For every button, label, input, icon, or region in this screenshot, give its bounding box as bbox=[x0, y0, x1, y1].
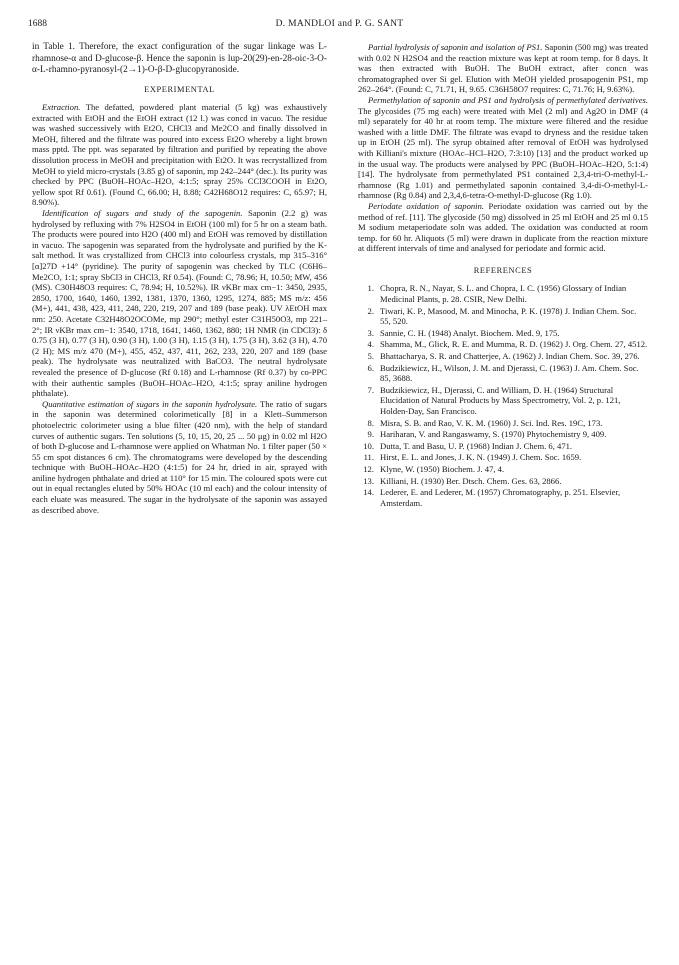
reference-text: Dutta, T. and Basu, U. P. (1968) Indian J. Chem. 6, 471. bbox=[380, 440, 573, 451]
periodate-paragraph bbox=[358, 201, 648, 254]
reference-number: 14. bbox=[363, 487, 374, 498]
reference-number: 9. bbox=[367, 429, 374, 440]
reference-item bbox=[358, 339, 648, 350]
reference-item bbox=[358, 452, 648, 463]
reference-text: Budzikiewicz, H., Djerassi, C. and William, D. H. (1964) Structural Elucidation of Natural Products by Mass Spectrometry, Vol. 2, p. 121, Holden-Day, San Francisco. bbox=[380, 384, 621, 416]
reference-text: Budzikiewicz, H., Wilson, J. M. and Djerassi, C. (1963) J. Am. Chem. Soc. 85, 3688. bbox=[380, 362, 639, 384]
partial-hydrolysis-heading: Partial hydrolysis of saponin and isolation of PS1. bbox=[368, 42, 543, 52]
reference-number: 12. bbox=[363, 463, 374, 474]
reference-text: Tiwari, K. P., Masood, M. and Minocha, P. K. (1978) J. Indian Chem. Soc. 55, 520. bbox=[380, 305, 637, 327]
extraction-heading: Extraction. bbox=[42, 102, 81, 113]
reference-text: Hirst, E. L. and Jones, J. K. N. (1949) J. Chem. Soc. 1659. bbox=[380, 452, 582, 463]
reference-item bbox=[358, 328, 648, 339]
reference-item bbox=[358, 418, 648, 429]
section-heading-experimental: EXPERIMENTAL bbox=[144, 84, 215, 94]
reference-text: Chopra, R. N., Nayar, S. L. and Chopra, I. C. (1956) Glossary of Indian Medicinal Plants, p. 28. CSIR, New Delhi. bbox=[380, 283, 627, 305]
identification-heading: Identification of sugars and study of the sapogenin. bbox=[42, 208, 243, 219]
reference-number: 10. bbox=[363, 440, 374, 451]
reference-text: Misra, S. B. and Rao, V. K. M. (1960) J. Sci. Ind. Res. 19C, 173. bbox=[380, 417, 603, 428]
reference-number: 13. bbox=[363, 475, 374, 486]
permethylation-heading: Permethylation of saponin and PS1 and hydrolysis of permethylated derivatives. bbox=[368, 94, 648, 105]
section-heading-references: REFERENCES bbox=[473, 265, 533, 275]
reference-text: Killiani, H. (1930) Ber. Dtsch. Chem. Ges. 63, 2866. bbox=[380, 475, 562, 486]
partial-hydrolysis-text: Saponin (500 mg) was treated with 0.02 N H2SO4 and the reaction mixture was kept at room temp. for 8 days. It was then extracted with BuOH. The BuOH extract, after concn was chromatographed over Si gel. Elution with MeOH yielded prosapogenin PS1, mp 262–264°. (Found: C, 71.71, H, 9.65. C36H58O7 requires: C, 71.76; H, 9.63%). bbox=[358, 42, 649, 95]
reference-item bbox=[358, 363, 648, 384]
reference-number: 7. bbox=[367, 384, 374, 395]
extraction-paragraph bbox=[32, 102, 327, 208]
quantitative-heading: Quantitative estimation of sugars in the saponin hydrolysate. bbox=[42, 398, 258, 409]
reference-item bbox=[358, 429, 648, 440]
reference-number: 8. bbox=[367, 417, 374, 428]
reference-item bbox=[358, 385, 648, 417]
reference-number: 6. bbox=[367, 362, 374, 373]
left-column bbox=[32, 42, 327, 515]
identification-paragraph bbox=[32, 208, 327, 399]
right-column bbox=[358, 42, 648, 509]
reference-item bbox=[358, 441, 648, 452]
permethylation-paragraph bbox=[358, 95, 648, 201]
reference-text: Shamma, M., Glick, R. E. and Mumma, R. D. (1962) J. Org. Chem. 27, 4512. bbox=[380, 339, 648, 350]
reference-number: 3. bbox=[367, 327, 374, 338]
reference-text: Klyne, W. (1950) Biochem. J. 47, 4. bbox=[380, 463, 505, 474]
reference-text: Hariharan, V. and Rangaswamy, S. (1970) Phytochemistry 9, 409. bbox=[380, 429, 607, 440]
periodate-heading: Periodate oxidation of saponin. bbox=[368, 200, 485, 211]
reference-number: 1. bbox=[367, 283, 374, 294]
periodate-text: Periodate oxidation was carried out by the method of ref. [11]. The glycoside (50 mg) dissolved in 25 ml EtOH and 25 ml 0.15 M sodium metaperiodate soln was added. The oxidation was conducted at room temp. for 60 hr. Aliquots (5 ml) were drawn in duplicate from the reaction mixture at different intervals of time and analysed for periodate and formic acid. bbox=[358, 200, 648, 254]
extraction-text: The defatted, powdered plant material (5 kg) was exhaustively extracted with EtOH and the EtOH extract (12 l.) was concd in vacuo. The residue was washed successively with Et2O, CHCl3 and Me2CO and finally dissolved in MeOH, filtered and the filtrate was poured into excess Et2O whereby a light brown mass pptd. The ppt. was separated by filtration and purified by repeating the above dissolution process in MeOH and precipitation with Et2O. It was recrystallized from MeOH to yield micro-crystals (3.85 g) of saponin, mp 242–244° (dec.). Its purity was checked by PPC (BuOH–HOAc–H2O, 4:1:5; spray 25% CCl3COOH in Et2O, yellow spot Rf 0.61). (Found C, 66.00; H, 8.88; C42H68O12 requires: C, 65.97; H, 8.90%). bbox=[32, 102, 327, 208]
reference-text: Bhattacharya, S. R. and Chatterjee, A. (1962) J. Indian Chem. Soc. 39, 276. bbox=[380, 351, 640, 362]
quantitative-text: The ratio of sugars in the saponin was determined colorimetically [8] in a Klett–Summerson photoelectric colorimeter using a blue filter (420 nm), with the help of standard curves of authentic sugars. Ten solutions (5, 10, 15, 20, 25 ... 50 μg) in 0.02 ml H2O of both D-glucose and L-rhamnose were applied on Whatman No. 1 filter paper (50 × 55 cm spot distances 6 cm). The chromatograms were developed by the descending technique with BuOH–HOAc–H2O (4:1:5) for 24 hr, dried in air, sprayed with aniline hydrogen phthalate and dried at 110° for 15 min. The coloured spots were cut out in equal rectangles eluted by 50% HOAc (10 ml each) and the colour intensity of each eluate was measured. The sugar in the hydrolysate of the saponin was assayed as described above. bbox=[32, 398, 327, 515]
reference-item bbox=[358, 476, 648, 487]
reference-number: 11. bbox=[363, 452, 374, 463]
reference-number: 4. bbox=[367, 339, 374, 350]
identification-text: Saponin (2.2 g) was hydrolysed by refluxing with 7% H2SO4 in EtOH (100 ml) for 5 hr on a steam bath. The products were poured into H2O (400 ml) and EtOH was removed by distillation in vacuo. The sapogenin was separated from the hydrolysate and purified by the K-salt method. It was crystallized from CHCl3 into colourless crystals, mp 315–316° [α]27D +14° (pyridine). The purity of sapogenin was checked by TLC (C6H6–Me2CO, 1:1; spray SbCl3 in CHCl3, Rf 0.54). (Found: C, 78.96; H, 10.50; MW, 456 (MS). C30H48O3 requires: C, 78.94; H, 10.52%). IR νKBr max cm−1: 3450, 2935, 2850, 1700, 1640, 1460, 1392, 1381, 1370, 1360, 1295, 1274, 885; MS m/z: 456 (M+), 441, 438, 423, 411, 248, 220, 219, 207 and 189 (base peak). UV λEtOH max nm: 250. Acetate C32H48O2OCOMe, mp 290°; methyl ester C31H50O3, mp 221–2°; IR νKBr max cm−1: 3540, 1718, 1641, 1460, 1362, 880; 1H NMR (in CDCl3): δ 0.75 (3 H), 0.77 (3 H), 0.90 (3 H), 1.00 (3 H), 1.15 (3 H), 1.75 (3 H), 3.62 (3 H), 4.70 (2 H); MS m/z 470 (M+), 455, 452, 437, 411, 262, 233, 220, 207 and 189 (base peak). The hydrolysate was neutralized with BaCO3. The neutral hydrolysate revealed the presence of D-glucose (Rf 0.18) and L-rhamnose (Rf 0.37) by co-PPC with their authentic samples (BuOH–HOAc–H2O, 4:1:5; spray aniline hydrogen phthalate). bbox=[32, 208, 327, 399]
reference-number: 2. bbox=[367, 305, 374, 316]
intro-paragraph: in Table 1. Therefore, the exact configuration of the sugar linkage was L-rhamnose-α and D-glucose-β. Hence the saponin is lup-20(29)-en-28-oic-3-O-α-L-rhamno-pyranosyl-(2→1)-O-β-D-glucopyranoside. bbox=[32, 42, 327, 75]
quantitative-paragraph bbox=[32, 399, 327, 516]
reference-item bbox=[358, 306, 648, 327]
partial-hydrolysis-paragraph bbox=[358, 42, 648, 95]
reference-text: Sannie, C. H. (1948) Analyt. Biochem. Med. 9, 175. bbox=[380, 327, 560, 338]
reference-item bbox=[358, 464, 648, 475]
page-number: 1688 bbox=[28, 19, 47, 29]
running-header bbox=[28, 19, 651, 33]
reference-text: Lederer, E. and Lederer, M. (1957) Chromatography, p. 251. Elsevier, Amsterdam. bbox=[380, 487, 621, 508]
reference-item bbox=[358, 487, 648, 508]
references-list bbox=[358, 283, 648, 508]
permethylation-text: The glycosides (75 mg each) were treated with MeI (2 ml) and Ag2O in DMF (4 ml) separately for 40 hr at room temp. The mixture were filtered and the residue washed with a little DMF. The filtrate was evapd to dryness and the residue taken up in EtOH (25 ml). The syrup obtained after removal of EtOH was hydrolysed with Killiani's mixture (HOAc–HCl–H2O, 7:3:10) [13] and the product worked up in the usual way. The products were analysed by PPC (BuOH–HOAc–H2O, 5:1:4) [14]. The hydrolysate from permethylated PS1 contained 2,3,4-tri-O-methyl-L-rhamnose (Rg 1.01) and permethylated saponin contained 3,4-di-O-methyl-L-rhamnose (Rg 0.84) and 2,3,4,6-tetra-O-methyl-D-glucose (Rg 1.0). bbox=[358, 105, 648, 201]
reference-item bbox=[358, 283, 648, 304]
reference-item bbox=[358, 351, 648, 362]
reference-number: 5. bbox=[367, 351, 374, 362]
running-head-authors: D. MANDLOI and P. G. SANT bbox=[275, 19, 404, 29]
